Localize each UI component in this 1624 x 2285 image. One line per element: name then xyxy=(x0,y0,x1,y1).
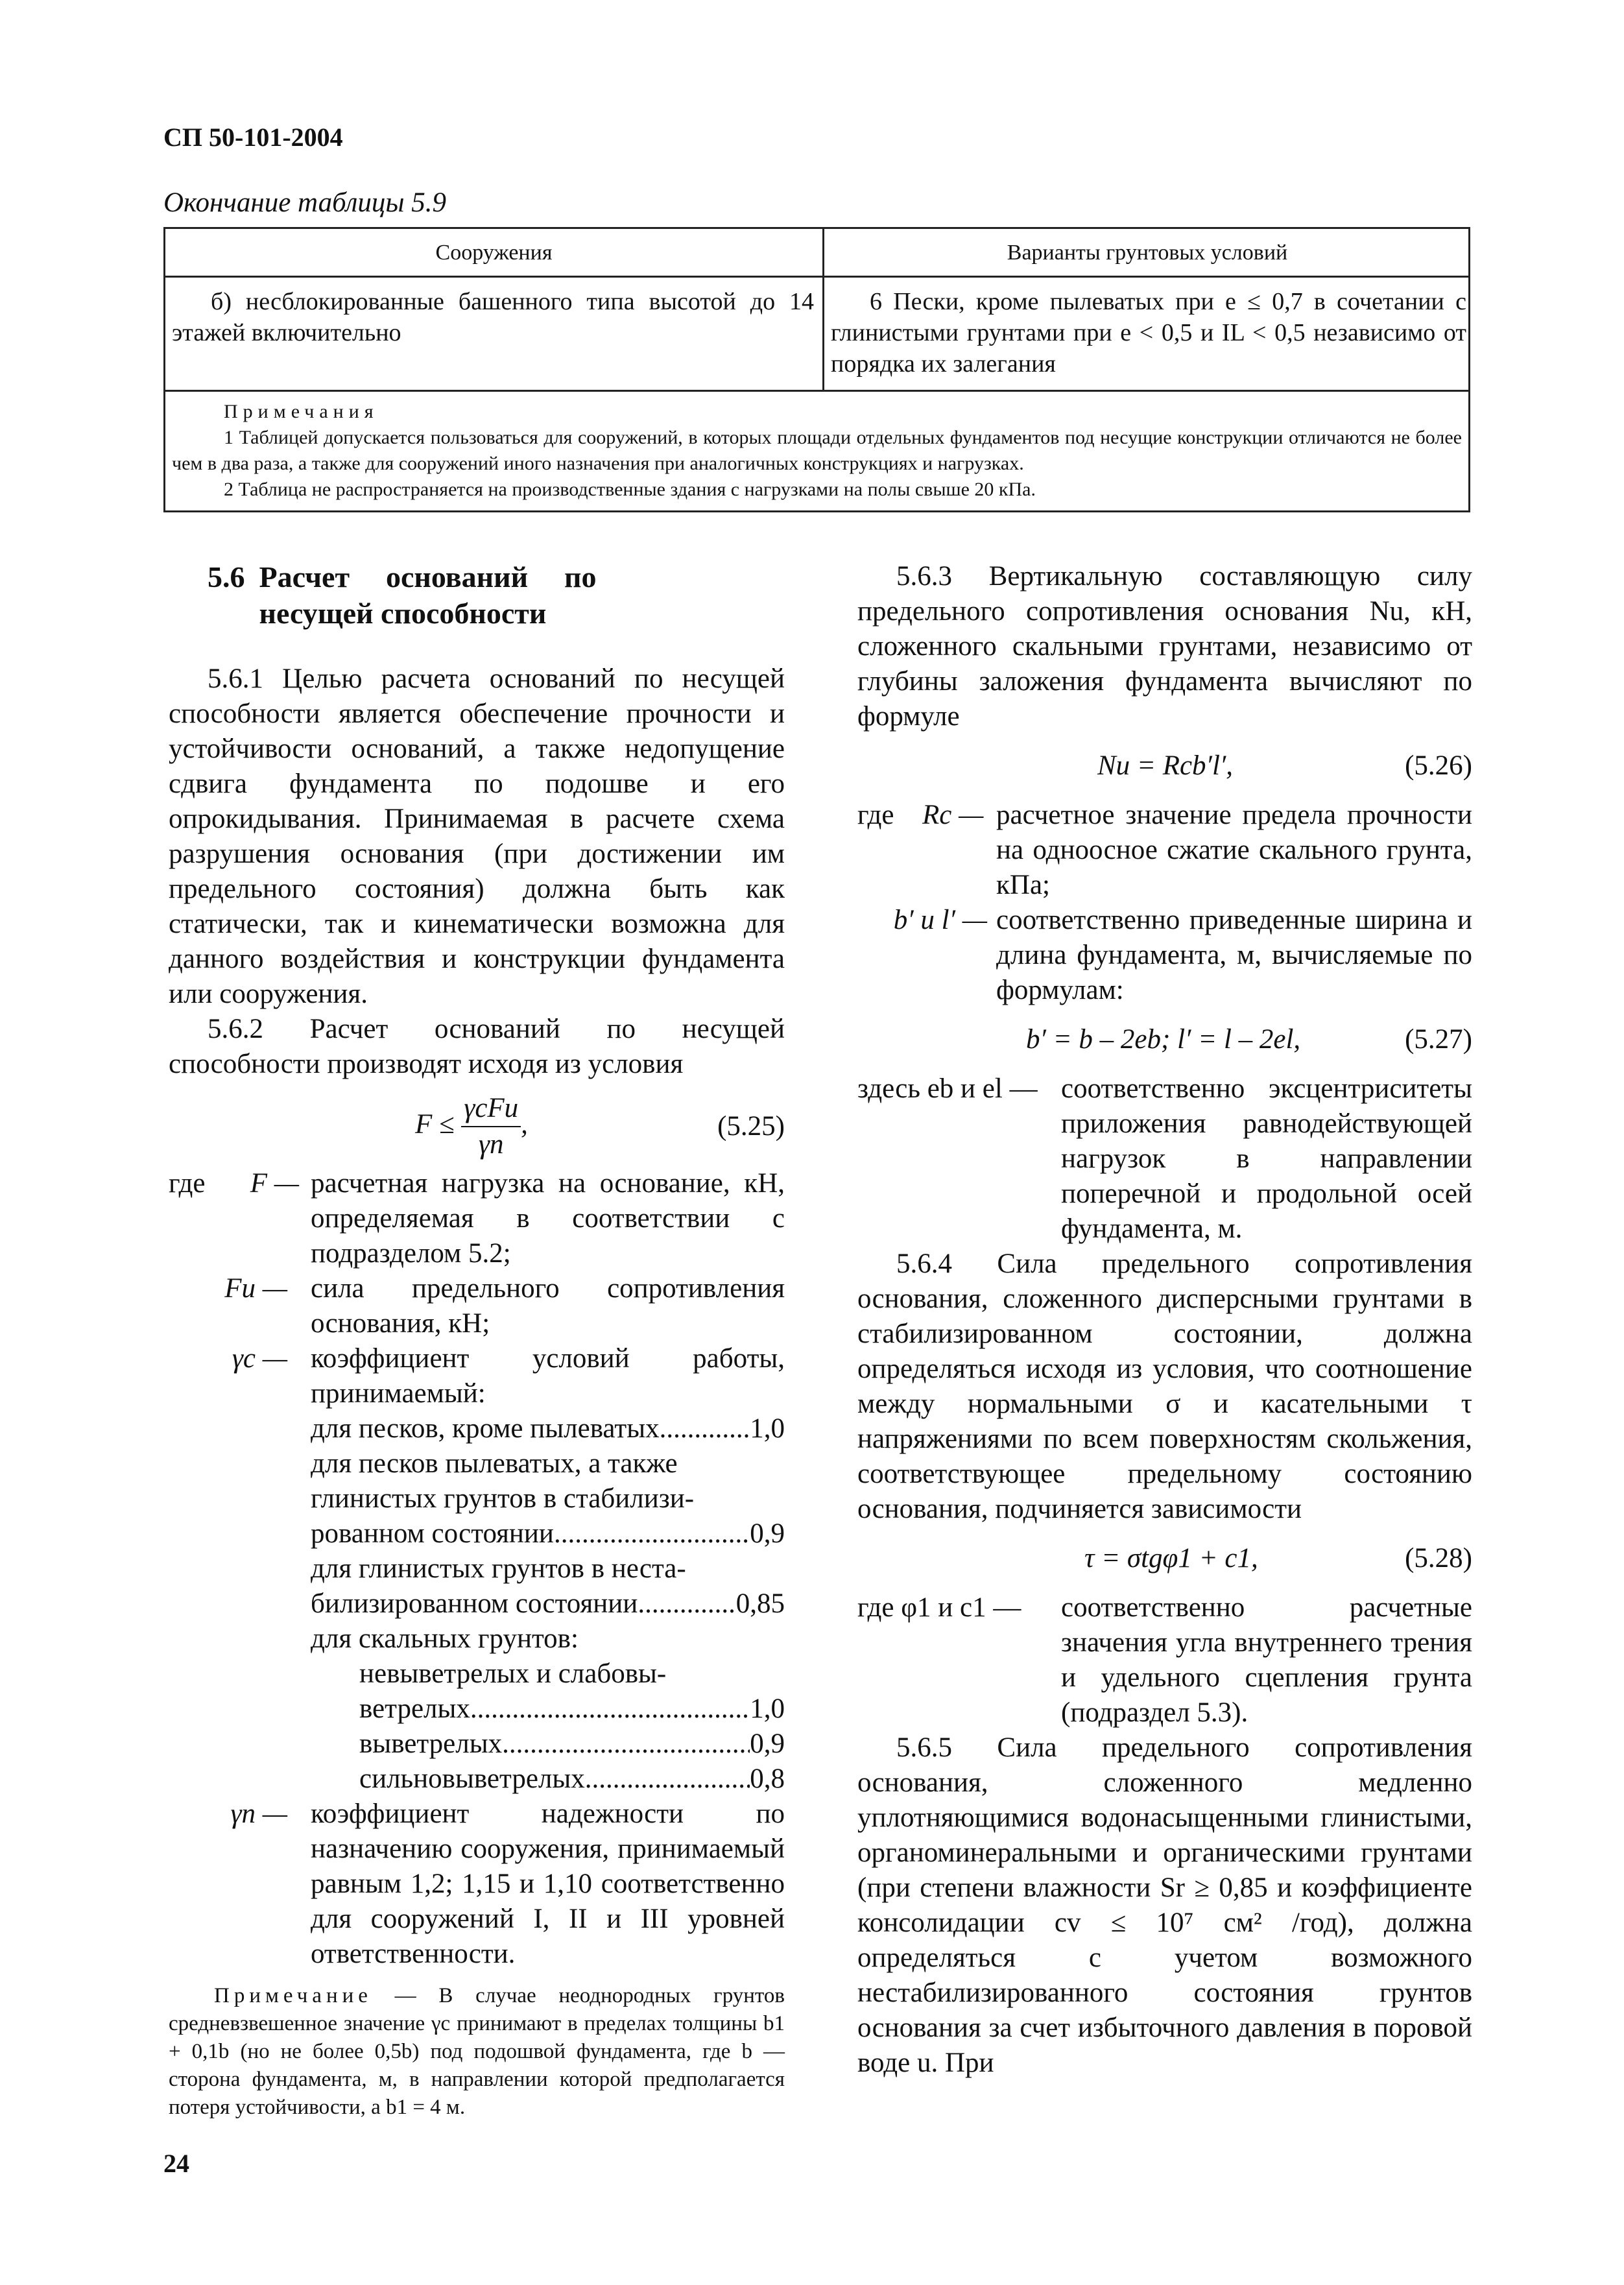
legend-gamma-c-description: коэффициент условий работы, принимаемый: xyxy=(311,1343,785,1409)
gamma-c-clay: билизированном состоянии ..... 0,85 xyxy=(311,1586,785,1621)
legend-e xyxy=(857,1071,1472,1247)
formula-5-28 xyxy=(857,1541,1472,1576)
legend-F xyxy=(169,1166,785,1271)
formula-5-26-body: Nu = Rcb′l′, xyxy=(1097,750,1234,781)
right-column xyxy=(857,559,1472,2081)
formula-5-26-number: (5.26) xyxy=(1405,750,1472,781)
legend-b-l xyxy=(857,903,1472,1008)
gamma-c-silty: рованном состоянии ..... 0,9 xyxy=(311,1516,785,1551)
formula-5-27-number: (5.27) xyxy=(1405,1024,1472,1055)
formula-5-25-comma: , xyxy=(521,1108,528,1140)
legend-where-right: где xyxy=(857,800,894,830)
formula-5-25-denominator: γn xyxy=(479,1129,504,1160)
legend-Fu xyxy=(169,1271,785,1341)
paragraph-5-6-4: 5.6.4 Сила предельного сопротивления основания, сложенного дисперсными грунтами в стабилизированном состоянии, должна определяться исходя из условия, что соотношение между нормальными σ и касательными τ напряжениями по всем поверхностям скольжения, соответствующее предельному состоянию основания, подчиняется зависимости xyxy=(857,1249,1472,1524)
table-cell-structure: б) несблокированные башенного типа высотой до 14 этажей включительно xyxy=(172,288,814,346)
legend-b-l-symbol: b′ и l′ — xyxy=(893,905,987,935)
legend-F-symbol: F — xyxy=(250,1168,299,1199)
legend-Rc-description: расчетное значение предела прочности на одноосное сжатие скального грунта, кПа; xyxy=(996,800,1472,900)
legend-phi-c xyxy=(857,1590,1472,1730)
formula-5-25 xyxy=(169,1091,785,1162)
legend-gamma-c-symbol: γc — xyxy=(232,1343,287,1374)
table-note-1: 1 Таблицей допускается пользоваться для сооружений, в которых площади отдельных фундаментов под несущие конструкции отличаются не более чем в два раза, а также для сооружений иного назначения при аналогичных конструкциях и нагрузках. xyxy=(172,427,1462,474)
gamma-c-clay-line1: для глинистых грунтов в неста- xyxy=(311,1553,686,1584)
formula-5-25-number: (5.25) xyxy=(717,1111,785,1142)
paragraph-5-6-1: 5.6.1 Целью расчета оснований по несущей способности является обеспечение прочности и устойчивости оснований, а также недопущение сдвига фундамента по подошве и его опрокидывания. Принимаемая в расчете схема разрушения основания (при достижении им предельного состояния) должна быть как статически, так и кинематически возможна для данного воздействия и конструкции фундамента или сооружения. xyxy=(169,664,785,1009)
table-continuation-label: Окончание таблицы 5.9 xyxy=(163,187,447,218)
legend-where: где xyxy=(169,1168,206,1199)
legend-phi-c-description: соответственно расчетные значения угла внутреннего трения и удельного сцепления грунта (подраздел 5.3). xyxy=(1061,1592,1472,1728)
legend-Rc xyxy=(857,798,1472,903)
formula-5-26 xyxy=(857,748,1472,784)
legend-gamma-n-symbol: γn — xyxy=(230,1799,287,1829)
left-column xyxy=(169,559,785,2122)
legend-e-description: соответственно эксцентриситеты приложения равнодействующей нагрузок в направлении поперечной и продольной осей фундамента, м. xyxy=(1061,1073,1472,1244)
legend-Fu-description: сила предельного сопротивления основания, кН; xyxy=(311,1273,785,1339)
table-notes-divider xyxy=(165,390,1468,392)
legend-gamma-n xyxy=(169,1797,785,1972)
page-number: 24 xyxy=(163,2149,189,2178)
gamma-c-rock-fresh: ветрелых ..... 1,0 xyxy=(359,1692,785,1727)
paragraph-5-6-5: 5.6.5 Сила предельного сопротивления основания, сложенного медленно уплотняющимися водонасыщенными глинистыми, органоминеральными и органическими грунтами (при степени влажности Sr ≥ 0,85 и коэффициенте консолидации cv ≤ 10⁷ см² /год), должна определяться с учетом возможного нестабилизированного состояния грунтов основания за счет избыточного давления в поровой воде u. При xyxy=(857,1732,1472,2078)
table-cell-soil: 6 Пески, кроме пылеватых при e ≤ 0,7 в сочетании с глинистыми грунтами при e < 0,5 и IL < 0,5 независимо от порядка их залегания xyxy=(831,288,1466,377)
legend-gamma-n-description: коэффициент надежности по назначению сооружения, принимаемый равным 1,2; 1,15 и 1,10 соответственно для сооружений I, II и III уровней ответственности. xyxy=(311,1799,785,1969)
legend-b-l-description: соответственно приведенные ширина и длина фундамента, м, вычисляемые по формулам: xyxy=(996,905,1472,1005)
legend-Fu-symbol: Fu — xyxy=(224,1273,287,1304)
formula-5-27 xyxy=(857,1022,1472,1057)
formula-5-27-body: b′ = b – 2eb; l′ = l – 2el, xyxy=(1026,1024,1301,1055)
paragraph-5-6-3: 5.6.3 Вертикальную составляющую силу предельного сопротивления основания Nu, кН, сложенного скальными грунтами, независимо от глубины заложения фундамента вычисляют по формуле xyxy=(857,561,1472,732)
table-note-2: 2 Таблица не распространяется на производственные здания с нагрузками на полы свыше 20 кПа. xyxy=(224,479,1036,500)
gamma-c-rock-values xyxy=(359,1657,785,1797)
formula-5-25-lhs: F ≤ xyxy=(415,1108,455,1140)
section-title: Расчет оснований по несущей способности xyxy=(259,560,597,630)
legend-gamma-c xyxy=(169,1341,785,1411)
legend-e-symbol: здесь eb и el — xyxy=(857,1073,1038,1104)
table-header-soil-conditions: Варианты грунтовых условий xyxy=(1007,241,1288,265)
formula-5-28-number: (5.28) xyxy=(1405,1543,1472,1573)
legend-phi-c-symbol: где φ1 и c1 — xyxy=(857,1592,1021,1623)
section-heading xyxy=(208,559,785,632)
gamma-c-rock-weathered: выветрелых ..... 0,9 xyxy=(359,1727,785,1762)
gamma-c-values xyxy=(311,1411,785,1797)
table-header-structures: Сооружения xyxy=(435,241,553,265)
gamma-c-rock: для скальных грунтов: xyxy=(311,1623,579,1654)
formula-5-25-numerator: γcFu xyxy=(461,1091,521,1127)
left-note-text: — В случае неоднородных грунтов средневзвешенное значение γc принимают в пределах толщины b1 + 0,1b (но не более 0,5b) под подошвой фундамента, где b — сторона фундамента, м, в направлении которой предполагается потеря устойчивости, а b1 = 4 м. xyxy=(169,1984,785,2119)
gamma-c-sand: для песков, кроме пылеватых ..... 1,0 xyxy=(311,1411,785,1446)
legend-F-description: расчетная нагрузка на основание, кН, определяемая в соответствии с подразделом 5.2; xyxy=(311,1168,785,1269)
section-number: 5.6 xyxy=(208,560,245,593)
gamma-c-silty-line2: глинистых грунтов в стабилизи- xyxy=(311,1483,695,1514)
formula-5-25-fraction xyxy=(461,1091,521,1162)
gamma-c-rock-fresh-line1: невыветрелых и слабовы- xyxy=(359,1658,667,1689)
paragraph-5-6-2: 5.6.2 Расчет оснований по несущей способности производят исходя из условия xyxy=(169,1014,785,1079)
table-5-9 xyxy=(163,227,1470,512)
document-code: СП 50-101-2004 xyxy=(163,123,343,152)
formula-5-28-body: τ = σtgφ1 + c1, xyxy=(1084,1543,1258,1573)
gamma-c-silty-line1: для песков пылеватых, а также xyxy=(311,1448,678,1479)
table-header-divider xyxy=(165,276,1468,278)
left-note-title: Примечание xyxy=(214,1984,372,2007)
legend-Rc-symbol: Rc — xyxy=(922,800,984,830)
left-note xyxy=(169,1982,785,2122)
table-notes xyxy=(165,399,1468,503)
gamma-c-rock-highly-weathered: сильновыветрелых ..... 0,8 xyxy=(359,1762,785,1797)
table-notes-title: Примечания xyxy=(224,401,379,422)
